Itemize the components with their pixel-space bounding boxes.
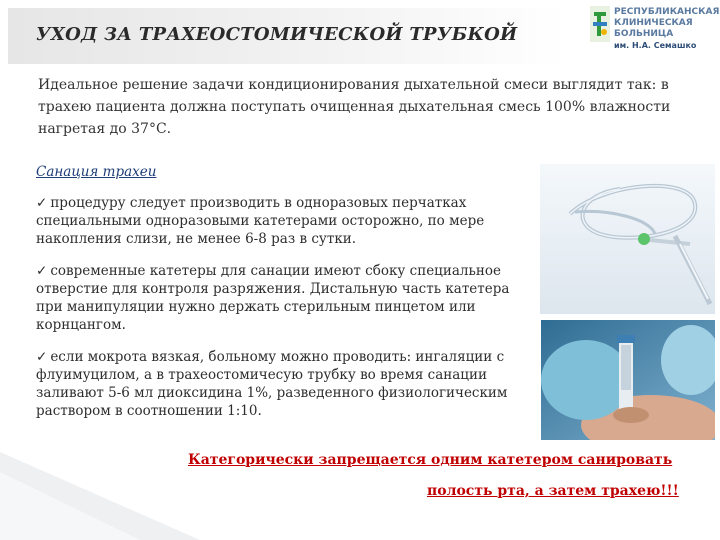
warning-line-2: полость рта, а затем трахею!!! — [427, 483, 679, 499]
bullet-text: современные катетеры для санации имеют сбоку специальное отверстие для контроля разряжения. Дистальную часть катетера при манипуляции нужно держать стерильным пинцетом или корнцангом. — [36, 263, 510, 333]
bullet-text: процедуру следует производить в одноразовых перчатках специальными одноразовыми катетерами осторожно, по мере накопления слизи, не менее 6-8 раз в сутки. — [36, 195, 485, 247]
bullet-item — [36, 194, 526, 248]
procedure-photo — [541, 320, 715, 440]
logo-line-3: БОЛЬНИЦА — [614, 29, 674, 39]
warning-line-1: Категорически запрещается одним катетером санировать — [188, 452, 673, 468]
bullet-item — [36, 348, 526, 420]
hospital-logo-icon — [590, 6, 610, 42]
page-title: УХОД ЗА ТРАХЕОСТОМИЧЕСКОЙ ТРУБКОЙ — [36, 24, 518, 45]
logo-line-2: КЛИНИЧЕСКАЯ — [614, 18, 693, 28]
corner-decoration — [0, 452, 200, 540]
logo-line-1: РЕСПУБЛИКАНСКАЯ — [614, 7, 720, 17]
bullet-text: если мокрота вязкая, больному можно проводить: ингаляции с флуимуцилом, а в трахеостомичесую трубку во время санации заливают 5-6 мл диоксидина 1%, разведенного физиологическим раствором в соотношении 1:10. — [36, 349, 508, 419]
catheter-photo — [540, 164, 715, 314]
bullet-item — [36, 262, 526, 334]
section-title: Санация трахеи — [36, 164, 157, 180]
logo-text — [614, 7, 719, 51]
logo-line-4: им. Н.А. Семашко — [614, 41, 697, 50]
check-icon: ✓ — [36, 349, 48, 365]
check-icon: ✓ — [36, 263, 48, 279]
hospital-logo — [590, 4, 720, 50]
check-icon: ✓ — [36, 195, 48, 211]
intro-paragraph: Идеальное решение задачи кондиционирования дыхательной смеси выглядит так: в трахею пациента должна поступать очищенная дыхательная смесь 100% влажности нагретая до 37°С. — [38, 77, 671, 137]
